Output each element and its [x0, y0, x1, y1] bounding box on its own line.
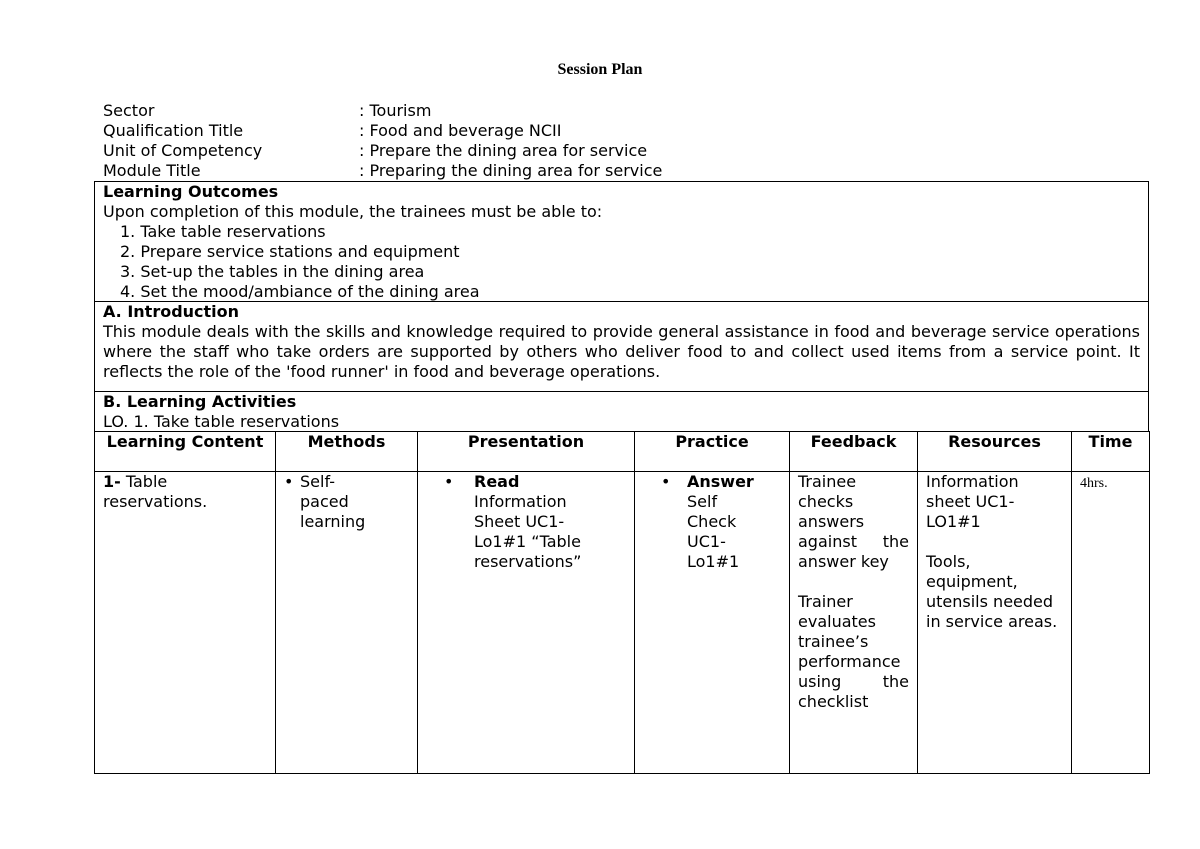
header-resources: Resources: [918, 432, 1072, 472]
learning-outcome-item: 2. Prepare service stations and equipment: [120, 242, 460, 261]
practice-text: Self Check UC1-Lo1#1: [687, 492, 740, 571]
activities-table: [94, 431, 1150, 774]
learning-activities-heading: B. Learning Activities: [103, 392, 297, 411]
sector-value: : Tourism: [359, 101, 432, 120]
practice-bullet: [661, 472, 759, 572]
feedback-spacer: [798, 572, 909, 592]
unit-label: Unit of Competency: [103, 141, 263, 160]
header-practice: Practice: [635, 432, 790, 472]
learning-outcome-item: 1. Take table reservations: [120, 222, 326, 241]
learning-outcome-item: 4. Set the mood/ambiance of the dining area: [120, 282, 480, 301]
module-label: Module Title: [103, 161, 201, 180]
practice-action: • Answer: [687, 472, 754, 491]
resources-text-2: Tools, equipment, utensils needed in service areas.: [926, 552, 1058, 631]
introduction-text: This module deals with the skills and knowledge required to provide general assistance in food and beverage service operations where the staff who take orders are supported by others who deliver food to and collect used items from a service point. It reflects the role of the 'food runner' in food and beverage operations.: [103, 322, 1140, 381]
learning-outcome-item: 3. Set-up the tables in the dining area: [120, 262, 425, 281]
lo-line: LO. 1. Take table reservations: [103, 412, 340, 431]
document-title: Session Plan: [557, 61, 643, 78]
sector-label: Sector: [103, 101, 155, 120]
learning-activities-section: [94, 391, 1149, 432]
cell-resources: [918, 472, 1072, 774]
presentation-bullet: [444, 472, 584, 572]
module-value: : Preparing the dining area for service: [359, 161, 663, 180]
meta-row-qualification: [103, 121, 1149, 141]
header-presentation: Presentation: [418, 432, 635, 472]
table-row: [95, 472, 1150, 774]
header-feedback: Feedback: [790, 432, 918, 472]
feedback-text-1: Trainee checks answers against the answer key: [798, 472, 909, 571]
qualification-value: : Food and beverage NCII: [359, 121, 562, 140]
learning-outcomes-section: [94, 181, 1149, 302]
learning-outcomes-list: [103, 222, 1140, 302]
content-text: Table reservations.: [103, 472, 208, 511]
resources-spacer: [926, 532, 1063, 552]
resources-text-1: Information sheet UC1-LO1#1: [926, 472, 1019, 531]
header-time: Time: [1072, 432, 1150, 472]
header-learning-content: Learning Content: [95, 432, 276, 472]
learning-outcomes-heading: Learning Outcomes: [103, 182, 279, 201]
presentation-text: Information Sheet UC1-Lo1#1 “Table reservations”: [474, 492, 582, 571]
header-methods: Methods: [276, 432, 418, 472]
cell-practice: [635, 472, 790, 774]
meta-row-sector: [103, 101, 1149, 121]
cell-feedback: [790, 472, 918, 774]
time-value: 4hrs.: [1080, 476, 1108, 491]
meta-row-module: [103, 161, 1149, 181]
session-meta: [103, 101, 1149, 181]
unit-value: : Prepare the dining area for service: [359, 141, 648, 160]
qualification-label: Qualification Title: [103, 121, 244, 140]
cell-presentation: [418, 472, 635, 774]
cell-learning-content: [95, 472, 276, 774]
feedback-text-2: Trainer evaluates trainee’s performance using the checklist: [798, 592, 909, 711]
content-number: 1-: [103, 472, 121, 491]
presentation-action: • Read: [474, 472, 520, 491]
meta-row-unit: [103, 141, 1149, 161]
learning-outcomes-intro: Upon completion of this module, the trainees must be able to:: [103, 202, 603, 221]
methods-bullet: • Self-paced learning: [284, 472, 372, 532]
cell-time: [1072, 472, 1150, 774]
introduction-section: [94, 301, 1149, 392]
introduction-heading: A. Introduction: [103, 302, 240, 321]
cell-methods: [276, 472, 418, 774]
table-header-row: [95, 432, 1150, 472]
